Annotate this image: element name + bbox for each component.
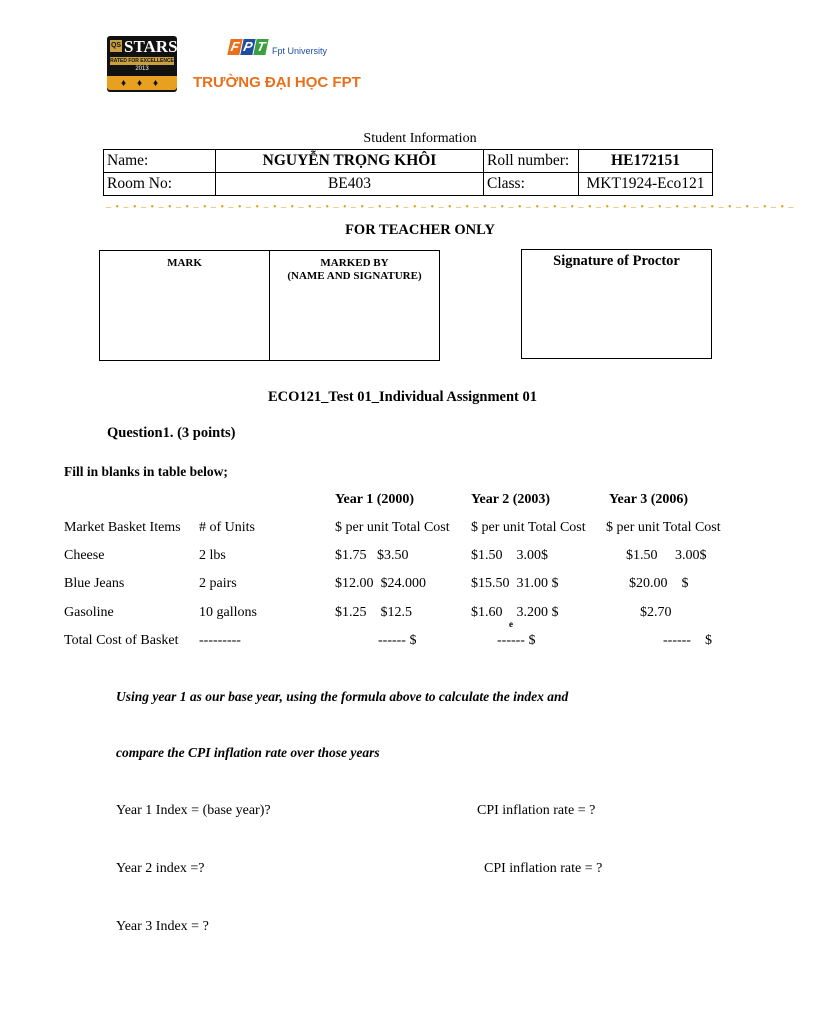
proctor-box xyxy=(521,249,712,359)
col-units-header: # of Units xyxy=(199,520,255,535)
dotted-divider: – • – • – • – • – • – • – • – • – • – • – • – • – • – • – • – • – • – • – • – • – • – • – • – • – • – • – • – • – • – • – • – • – • – • – • – • – • – • – • – xyxy=(106,202,795,213)
row-item: Blue Jeans xyxy=(64,576,125,591)
class-value: MKT1924-Eco121 xyxy=(579,173,713,196)
year1-header: Year 1 (2000) xyxy=(335,492,415,507)
year3-header: Year 3 (2006) xyxy=(609,492,689,507)
total-row-y2: ------ $ xyxy=(497,633,536,648)
row-y1: $12.00 $24.000 xyxy=(335,576,426,591)
roll-value: HE172151 xyxy=(579,150,713,173)
question1-heading: Question1. (3 points) xyxy=(107,425,236,441)
stars-year: 2013 xyxy=(135,66,149,72)
room-value: BE403 xyxy=(216,173,484,196)
row-item: Gasoline xyxy=(64,605,114,620)
marked-by-line1: MARKED BY xyxy=(320,257,389,269)
fpt-letter-t: T xyxy=(253,39,268,55)
row-y1: $1.25 $12.5 xyxy=(335,605,412,620)
class-label: Class: xyxy=(484,173,579,196)
student-info-title: Student Information xyxy=(363,131,477,146)
row-units: 10 gallons xyxy=(199,605,257,620)
student-info-table xyxy=(103,149,713,196)
proctor-label: Signature of Proctor xyxy=(553,253,680,269)
row-y3: $20.00 $ xyxy=(629,576,689,591)
col-price-header-y1: $ per unit Total Cost xyxy=(335,520,450,535)
row-units: 2 lbs xyxy=(199,548,226,563)
total-row-y3: ------ $ xyxy=(663,633,712,648)
stars-word: STARS xyxy=(124,37,178,56)
star-icon: ♦ xyxy=(153,78,159,89)
row-y2: $1.60 3.200 $ xyxy=(471,605,559,620)
row-y3: $2.70 xyxy=(640,605,672,620)
assignment-title: ECO121_Test 01_Individual Assignment 01 xyxy=(268,389,537,405)
stray-mark: e xyxy=(509,619,513,629)
year1-index-question: Year 1 Index = (base year)? xyxy=(116,803,271,818)
teacher-only-title: FOR TEACHER ONLY xyxy=(345,222,495,238)
instruction-line2: compare the CPI inflation rate over those years xyxy=(116,745,380,760)
row-y2: $15.50 31.00 $ xyxy=(471,576,559,591)
fpt-logo xyxy=(229,38,268,64)
year2-header: Year 2 (2003) xyxy=(471,492,551,507)
row-y3: $1.50 3.00$ xyxy=(626,548,707,563)
row-y2: $1.50 3.00$ xyxy=(471,548,548,563)
fill-instruction: Fill in blanks in table below; xyxy=(64,464,228,479)
col-price-header-y3: $ per unit Total Cost xyxy=(606,520,721,535)
school-name: TRƯỜNG ĐẠI HỌC FPT xyxy=(193,74,361,91)
row-item: Cheese xyxy=(64,548,105,563)
year2-cpi-question: CPI inflation rate = ? xyxy=(484,861,603,876)
marked-by-line2: (NAME AND SIGNATURE) xyxy=(287,270,422,282)
stars-badge-logo xyxy=(107,36,177,92)
mark-label: MARK xyxy=(167,257,202,269)
fpt-letter-p: P xyxy=(242,39,255,54)
total-row-item: Total Cost of Basket xyxy=(64,633,179,648)
star-icon: ♦ xyxy=(121,78,127,89)
instruction-line1: Using year 1 as our base year, using the formula above to calculate the index and xyxy=(116,689,569,704)
year2-index-question: Year 2 index =? xyxy=(116,861,205,876)
row-y1: $1.75 $3.50 xyxy=(335,548,409,563)
star-icon: ♦ xyxy=(137,78,143,89)
mark-box xyxy=(99,250,440,361)
col-price-header-y2: $ per unit Total Cost xyxy=(471,520,586,535)
fpt-university-label: Fpt University xyxy=(272,46,328,56)
stars-rated-label: RATED FOR EXCELLENCE xyxy=(110,58,174,64)
total-row-y1: ------ $ xyxy=(378,633,417,648)
qs-mark: QS xyxy=(110,40,122,52)
room-label: Room No: xyxy=(104,173,216,196)
total-row-units: --------- xyxy=(199,633,241,648)
col-items-header: Market Basket Items xyxy=(64,520,181,535)
year3-index-question: Year 3 Index = ? xyxy=(116,919,209,934)
name-value: NGUYỄN TRỌNG KHÔI xyxy=(216,150,484,173)
roll-label: Roll number: xyxy=(484,150,579,173)
stars-band xyxy=(107,76,177,90)
year1-cpi-question: CPI inflation rate = ? xyxy=(477,803,596,818)
fpt-letter-f: F xyxy=(227,39,242,55)
row-units: 2 pairs xyxy=(199,576,237,591)
name-label: Name: xyxy=(104,150,216,173)
